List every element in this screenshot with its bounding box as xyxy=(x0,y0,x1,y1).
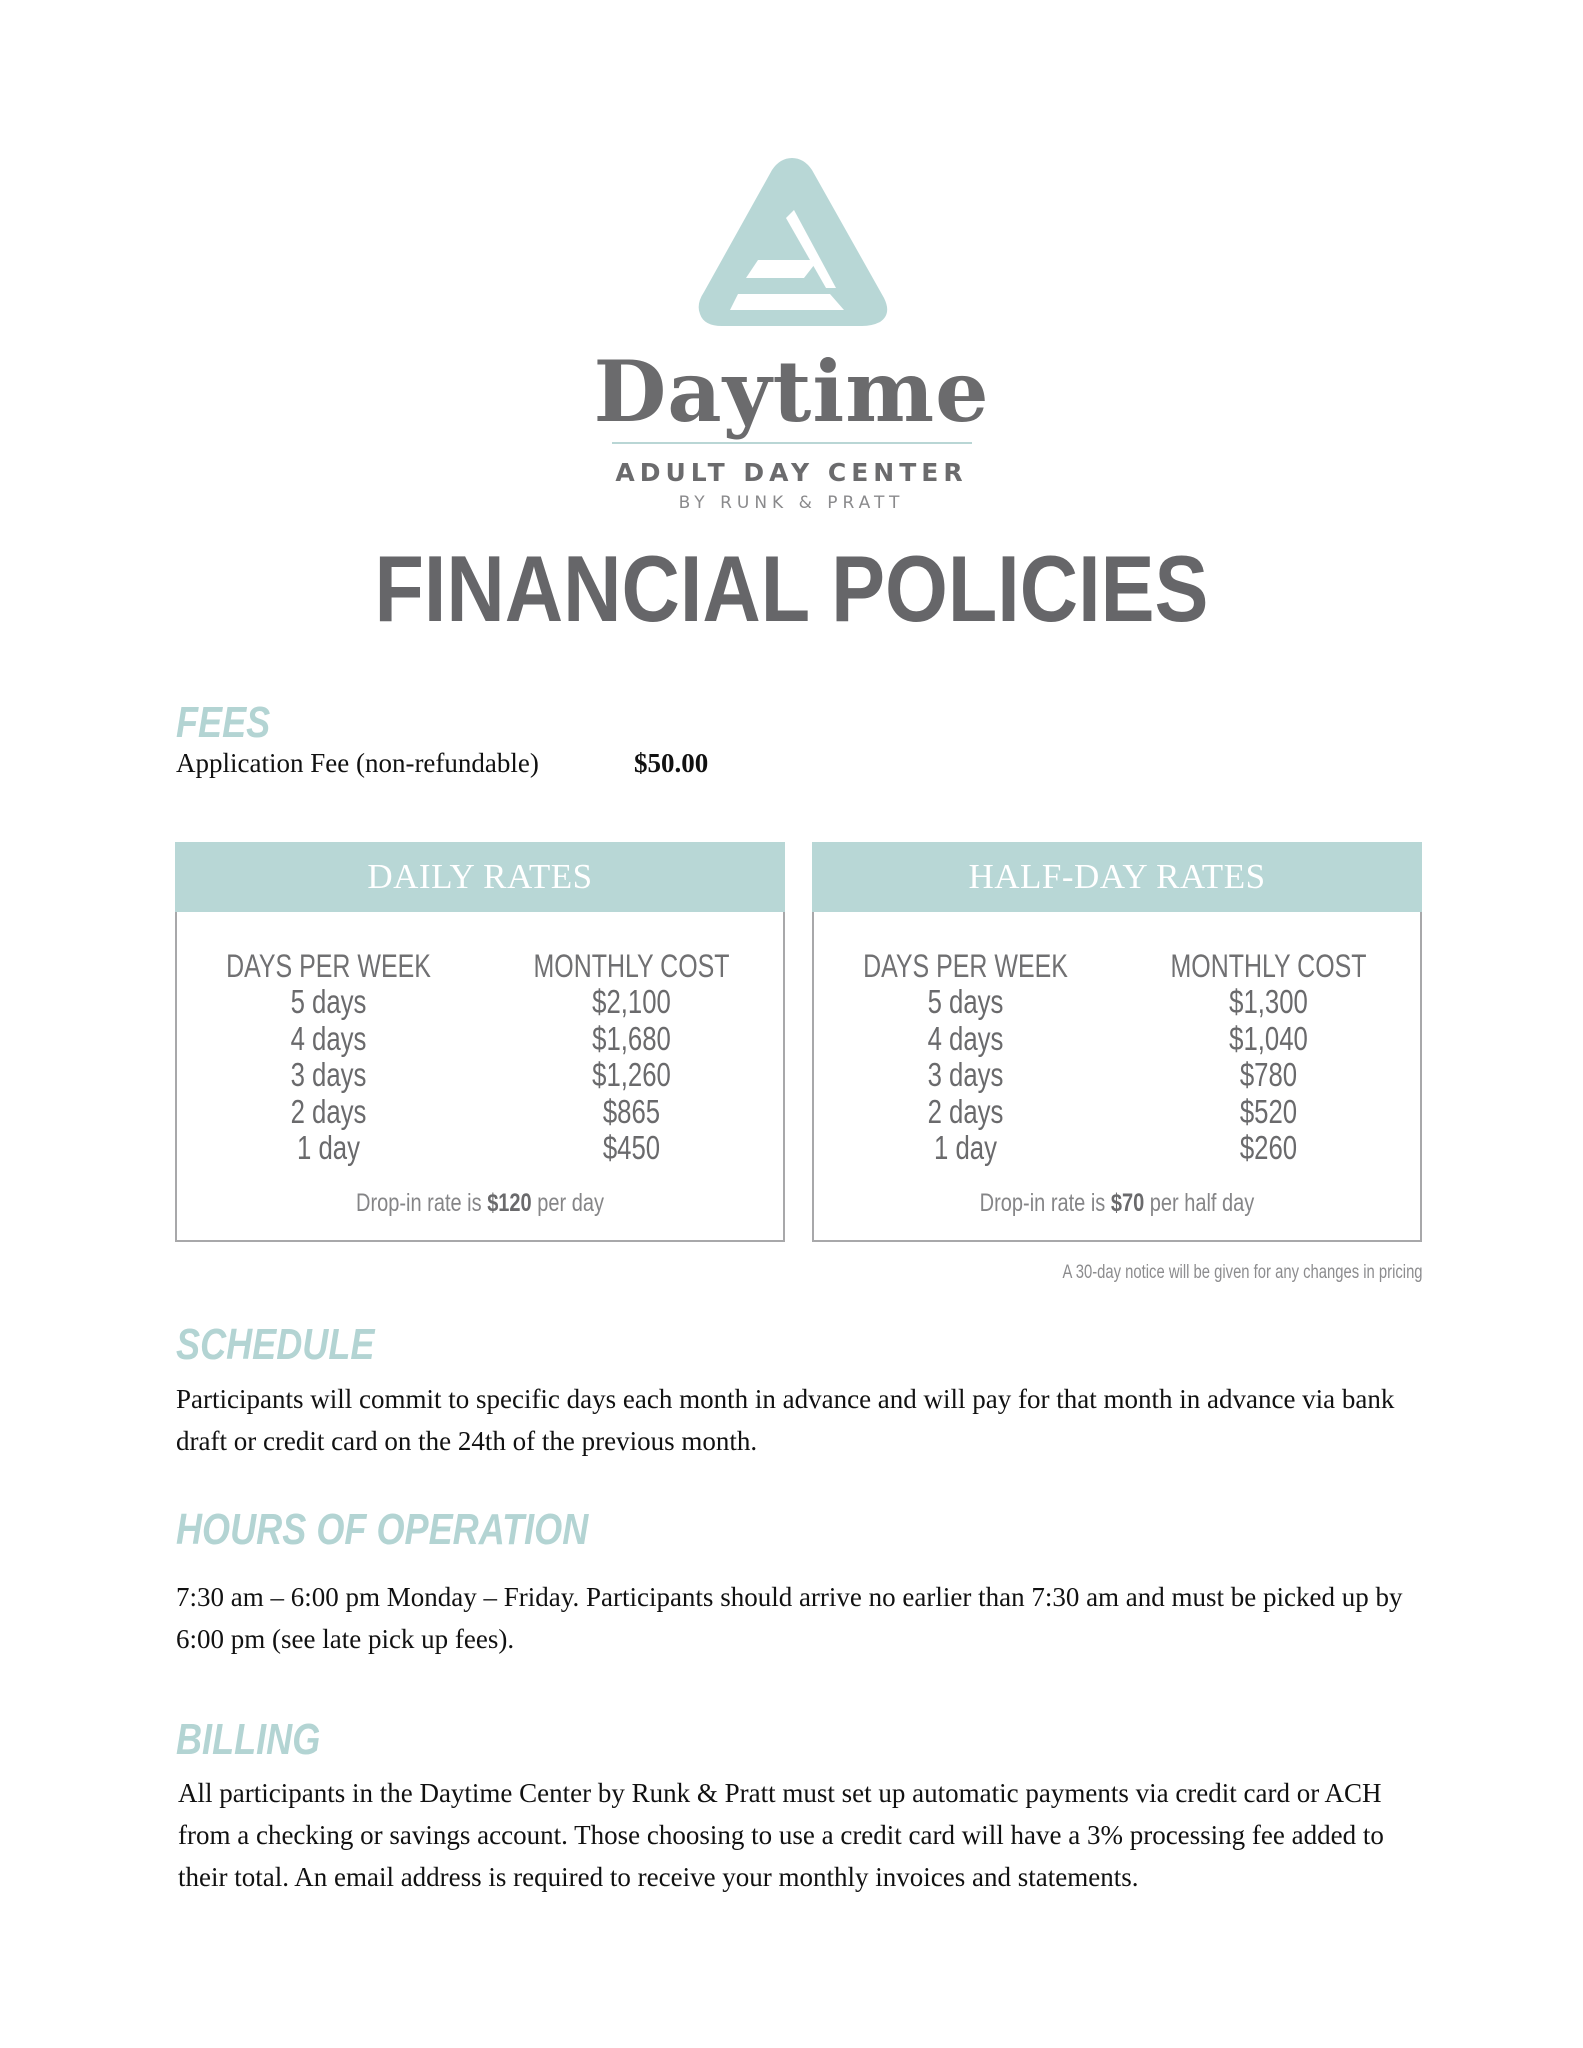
schedule-text: Participants will commit to specific days each month in advance and will pay for that month in advance via bank draft or credit card on the 24th of the previous month. xyxy=(176,1384,1395,1456)
daily-days-column xyxy=(177,948,480,1167)
daily-days-cell: 1 day xyxy=(297,1129,360,1166)
brand-divider xyxy=(612,442,972,444)
daily-days-cell: 2 days xyxy=(290,1092,367,1130)
daily-rates-heading: DAILY RATES xyxy=(175,842,785,912)
half-day-drop-in-suffix: per half day xyxy=(1144,1188,1255,1217)
application-fee-label: Application Fee (non-refundable) xyxy=(176,748,539,778)
half-day-days-column xyxy=(814,948,1117,1167)
billing-heading: BILLING xyxy=(176,1715,321,1764)
brand-byline: BY RUNK & PRATT xyxy=(678,493,905,513)
half-day-rates-heading: HALF-DAY RATES xyxy=(812,842,1422,912)
half-day-days-cell: 4 days xyxy=(927,1019,1004,1057)
daily-drop-in-note xyxy=(238,1189,723,1218)
daily-cost-column xyxy=(480,948,783,1167)
daily-cost-cell: $865 xyxy=(602,1092,661,1130)
half-day-cost-cell: $260 xyxy=(1239,1129,1298,1166)
half-day-cost-cell: $520 xyxy=(1239,1092,1298,1130)
daily-days-cell: 5 days xyxy=(290,983,367,1020)
half-day-cost-cell: $1,040 xyxy=(1229,1019,1308,1057)
brand-subtitle: ADULT DAY CENTER xyxy=(615,458,968,487)
daily-cost-cell: $1,680 xyxy=(592,1019,671,1057)
hours-heading: HOURS OF OPERATION xyxy=(176,1505,589,1554)
half-day-drop-in-value: $70 xyxy=(1110,1188,1145,1217)
daily-cost-cell: $450 xyxy=(602,1129,661,1166)
application-fee-amount: $50.00 xyxy=(634,748,709,778)
daily-cost-header: MONTHLY COST xyxy=(533,948,730,984)
daily-drop-in-value: $120 xyxy=(487,1188,532,1217)
schedule-heading: SCHEDULE xyxy=(176,1320,375,1369)
half-day-days-cell: 5 days xyxy=(927,983,1004,1020)
half-day-rates-box xyxy=(812,842,1422,1242)
half-day-cost-cell: $1,300 xyxy=(1229,983,1308,1020)
half-day-days-cell: 3 days xyxy=(927,1056,1004,1093)
brand-name: Daytime xyxy=(593,342,990,441)
daily-drop-in-suffix: per day xyxy=(531,1188,604,1217)
daily-cost-cell: $1,260 xyxy=(592,1056,671,1093)
application-fee-row xyxy=(176,748,708,779)
daily-cost-cell: $2,100 xyxy=(592,983,671,1020)
fees-heading: FEES xyxy=(176,698,271,747)
daily-drop-in-prefix: Drop-in rate is xyxy=(356,1188,488,1217)
half-day-cost-header: MONTHLY COST xyxy=(1170,948,1367,984)
billing-text: All participants in the Daytime Center by Runk & Pratt must set up automatic payments via credit card or ACH from a checking or savings account. Those choosing to use a credit card will have a 3% processing fee added to their total. An email address is required to receive your monthly invoices and statements. xyxy=(178,1778,1384,1892)
daily-days-cell: 4 days xyxy=(290,1019,367,1057)
page-title: FINANCIAL POLICIES xyxy=(374,536,1209,641)
half-day-drop-in-note xyxy=(875,1189,1360,1218)
half-day-days-header: DAYS PER WEEK xyxy=(863,948,1068,984)
triangle-logo-icon xyxy=(686,148,898,336)
brand-logo xyxy=(0,148,1583,513)
pricing-notice: A 30-day notice will be given for any changes in pricing xyxy=(1062,1262,1423,1283)
half-day-days-cell: 1 day xyxy=(934,1129,997,1166)
half-day-drop-in-prefix: Drop-in rate is xyxy=(979,1188,1111,1217)
hours-text: 7:30 am – 6:00 pm Monday – Friday. Participants should arrive no earlier than 7:30 am and must be picked up by 6:00 pm (see late pick up fees). xyxy=(176,1582,1403,1654)
half-day-days-cell: 2 days xyxy=(927,1092,1004,1130)
daily-days-cell: 3 days xyxy=(290,1056,367,1093)
daily-days-header: DAYS PER WEEK xyxy=(226,948,431,984)
half-day-cost-cell: $780 xyxy=(1239,1056,1298,1093)
daily-rates-box xyxy=(175,842,785,1242)
half-day-cost-column xyxy=(1117,948,1420,1167)
